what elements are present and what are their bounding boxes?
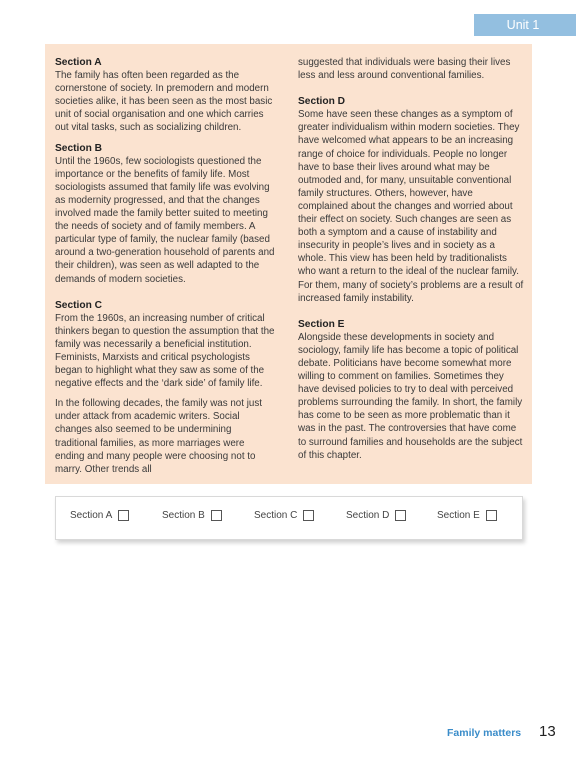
section-c-heading: Section C bbox=[55, 299, 102, 311]
section-d-heading: Section D bbox=[298, 96, 345, 108]
reading-text-panel bbox=[45, 44, 532, 484]
checklist-item-section-c[interactable] bbox=[254, 510, 314, 521]
section-b-heading: Section B bbox=[55, 142, 102, 154]
checklist-item-section-a[interactable] bbox=[70, 510, 129, 521]
footer-chapter-title: Family matters bbox=[447, 727, 522, 739]
page-number: 13 bbox=[539, 723, 556, 740]
section-c-paragraph-2-part-1: In the following decades, the family was not just under attack from academic writers. Social changes also seemed to be undermining traditional families, as more marriages were ending and many people were choosing not to marry. Other trends all bbox=[55, 398, 262, 475]
checkbox[interactable] bbox=[211, 510, 222, 521]
section-c-paragraph-1: From the 1960s, an increasing number of critical thinkers began to question the assumption that the family was necessarily a beneficial institution. Feminists, Marxists and critical psychologists began to highlight what they saw as some of the negative effects and the ‘dark side’ of family life. bbox=[55, 312, 275, 390]
section-a-heading: Section A bbox=[55, 57, 102, 68]
checklist-label: Section E bbox=[437, 510, 480, 521]
text-column-left bbox=[55, 56, 275, 483]
checkbox[interactable] bbox=[303, 510, 314, 521]
section-d-paragraph: Some have seen these changes as a symptom of greater individualism within modern societies. They have welcomed what appears to be an increasing range of choice for individuals. People no longer have to base their lives around what may be outmoded and, for many, unsuitable conventional family structures. Others, however, have complained about the changes and worried about their effect on society. Such changes are seen as both a symptom and a cause of instability and insecurity in people’s lives and in society as a whole. This view has been held by traditionalists who want a return to the ideal of the nuclear family. For them, many of society’s problems are a result of increased family instability. bbox=[298, 109, 524, 304]
checklist-label: Section B bbox=[162, 510, 205, 521]
checklist-label: Section C bbox=[254, 510, 298, 521]
section-e-heading: Section E bbox=[298, 318, 345, 330]
checkbox[interactable] bbox=[486, 510, 497, 521]
section-a-paragraph: The family has often been regarded as the cornerstone of society. In premodern and modern societies alike, it has been seen as the most basic unit of social organisation and one which carries out vital tasks, such as socializing children. bbox=[55, 70, 273, 134]
checklist-item-section-e[interactable] bbox=[437, 510, 497, 521]
section-checklist bbox=[55, 496, 523, 540]
checkbox[interactable] bbox=[395, 510, 406, 521]
checklist-label: Section A bbox=[70, 510, 113, 521]
checkbox[interactable] bbox=[118, 510, 129, 521]
section-b-paragraph: Until the 1960s, few sociologists questioned the importance or the benefits of family life. Most sociologists assumed that family life was evolving as modernity progressed, and that the changes involved made the family better suited to meeting the needs of society and of family members. A particular type of family, the nuclear family (based around a two-generation household of parents and their children), was seen as well adapted to the demands of modern societies. bbox=[55, 155, 275, 285]
section-e-paragraph: Alongside these developments in society and sociology, family life has become a topic of political debate. Politicians have become somewhat more willing to comment on families. Sometimes they have devised policies to try to deal with perceived problems surrounding the family. In short, the family has come to be seen as more problematic than it was in the past. The controversies that have come to surround families and households are the subject of this chapter. bbox=[298, 331, 523, 461]
checklist-item-section-d[interactable] bbox=[346, 510, 406, 521]
unit-tab: Unit 1 bbox=[474, 14, 576, 36]
text-column-right bbox=[298, 56, 524, 469]
checklist-item-section-b[interactable] bbox=[162, 510, 222, 521]
checklist-label: Section D bbox=[346, 510, 390, 521]
section-c-paragraph-2-part-2: suggested that individuals were basing their lives less and less around conventional families. bbox=[298, 57, 511, 82]
